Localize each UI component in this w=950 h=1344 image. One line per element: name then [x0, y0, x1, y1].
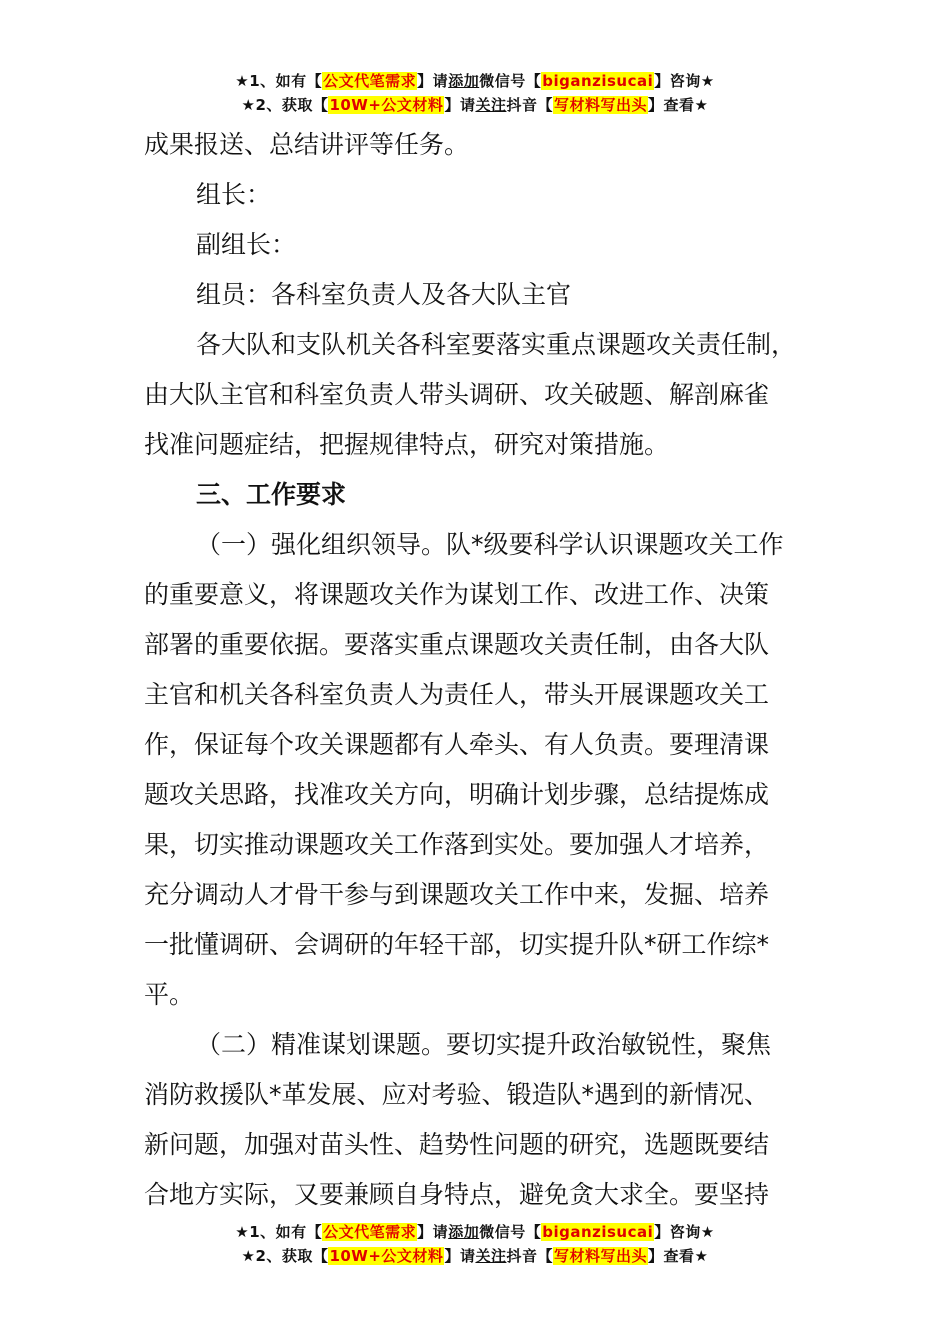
deputy-leader-label: 副组长： [196, 230, 297, 259]
paragraph-line: 各大队和支队机关各科室要落实重点课题攻关责任制， [196, 330, 797, 359]
paragraph-line: 部署的重要依据。要落实重点课题攻关责任制，由各大队 [144, 630, 770, 659]
section-heading: 三、工作要求 [196, 480, 347, 509]
paragraph-line: 成果报送、总结讲评等任务。 [144, 130, 470, 159]
highlight-materials: 10W+公文材料 [329, 1247, 444, 1265]
paragraph-line: 平。 [144, 980, 195, 1009]
promo-line-1: ★1、如有【公文代笔需求】请添加微信号【biganzisucai】咨询★ [235, 72, 715, 90]
team-leader-label: 组长： [196, 180, 272, 209]
promo-line-2: ★2、获取【10W+公文材料】请关注抖音【写材料写出头】查看★ [241, 1247, 709, 1265]
paragraph-line: 果，切实推动课题攻关工作落到实处。要加强人才培养， [144, 830, 770, 859]
paragraph-line: 充分调动人才骨干参与到课题攻关工作中来，发掘、培养 [144, 880, 770, 909]
paragraph-line: 主官和机关各科室负责人为责任人，带头开展课题攻关工 [144, 680, 770, 709]
paragraph-line: （一）强化组织领导。队*级要科学认识课题攻关工作 [196, 530, 784, 559]
paragraph-line: 新问题，加强对苗头性、趋势性问题的研究，选题既要结 [144, 1130, 770, 1159]
paragraph-line: 由大队主官和科室负责人带头调研、攻关破题、解剖麻雀 [144, 380, 770, 409]
paragraph-line: 题攻关思路，找准攻关方向，明确计划步骤，总结提炼成 [144, 780, 770, 809]
promo-line-1: ★1、如有【公文代笔需求】请添加微信号【biganzisucai】咨询★ [235, 1223, 715, 1241]
document-body [144, 120, 834, 1220]
paragraph-line: 合地方实际，又要兼顾自身特点，避免贪大求全。要坚持 [144, 1180, 770, 1209]
promo-banner-top [0, 69, 950, 117]
highlight-douyin-account: 写材料写出头 [553, 1247, 647, 1265]
team-members-line: 组员：各科室负责人及各大队主官 [196, 280, 572, 309]
paragraph-line: 一批懂调研、会调研的年轻干部，切实提升队*研工作综* [144, 930, 770, 959]
paragraph-line: 的重要意义，将课题攻关作为谋划工作、改进工作、决策 [144, 580, 770, 609]
paragraph-line: 消防救援队*革发展、应对考验、锻造队*遇到的新情况、 [144, 1080, 770, 1109]
highlight-wechat-id: biganzisucai [542, 1223, 654, 1241]
highlight-service: 公文代笔需求 [323, 1223, 417, 1241]
highlight-wechat-id: biganzisucai [542, 72, 654, 90]
paragraph-line: （二）精准谋划课题。要切实提升政治敏锐性，聚焦 [196, 1030, 772, 1059]
highlight-douyin-account: 写材料写出头 [553, 96, 647, 114]
paragraph-line: 作，保证每个攻关课题都有人牵头、有人负责。要理清课 [144, 730, 770, 759]
highlight-service: 公文代笔需求 [323, 72, 417, 90]
promo-banner-bottom [0, 1220, 950, 1268]
promo-line-2: ★2、获取【10W+公文材料】请关注抖音【写材料写出头】查看★ [241, 96, 709, 114]
highlight-materials: 10W+公文材料 [329, 96, 444, 114]
paragraph-line: 找准问题症结，把握规律特点，研究对策措施。 [144, 430, 670, 459]
